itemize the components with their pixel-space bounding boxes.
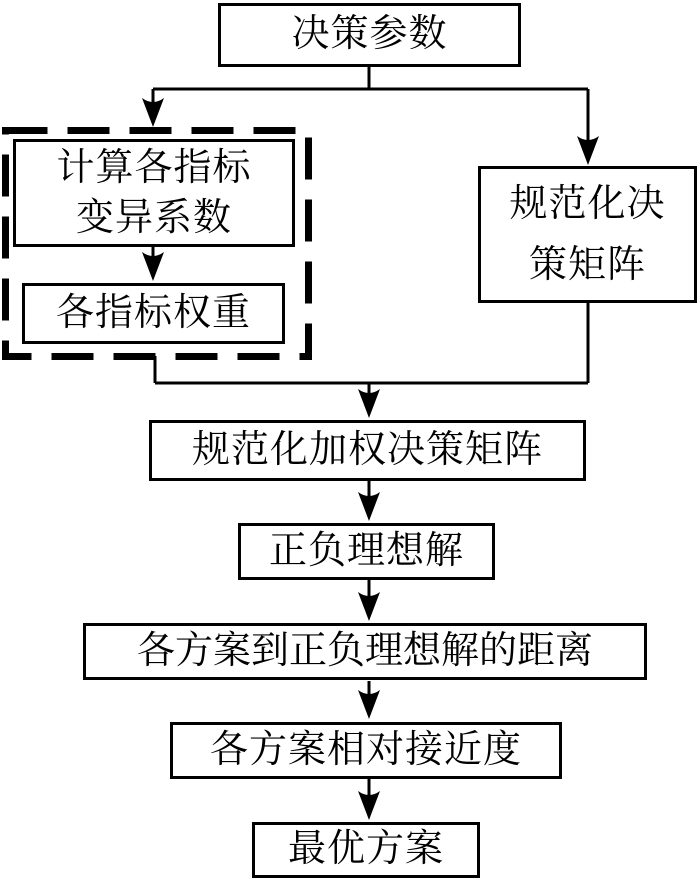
arrowhead-to-coefficient-variation [142, 98, 164, 127]
arrowhead-to-indicator-weights [142, 252, 164, 281]
arrowhead-to-optimal [358, 791, 380, 820]
node-label-line-2: 变异系数 [75, 197, 232, 239]
node-label: 各指标权重 [55, 291, 251, 334]
node-label: 各方案相对接近度 [209, 728, 522, 771]
node-label: 规范化加权决策矩阵 [191, 428, 543, 471]
node-indicator-weights [22, 283, 285, 344]
node-label-line-1: 计算各指标 [56, 147, 252, 189]
node-normalized-decision-matrix [478, 166, 697, 303]
arrowhead-to-weighted-matrix [358, 389, 380, 418]
node-optimal-scheme [252, 822, 480, 878]
arrowhead-to-distances [358, 592, 380, 621]
node-distances-to-ideal-solutions [83, 623, 647, 680]
node-label: 决策参数 [291, 13, 448, 56]
arrowhead-to-normalized-matrix [577, 136, 599, 165]
arrowhead-to-closeness [358, 690, 380, 719]
node-label-line-1: 规范化决 [509, 182, 666, 225]
arrowhead-to-ideal-solutions [358, 492, 380, 521]
node-weighted-decision-matrix [149, 420, 586, 481]
node-label: 最优方案 [287, 828, 444, 871]
node-label-line-2: 策矩阵 [528, 243, 646, 286]
node-label: 各方案到正负理想解的距离 [136, 629, 593, 672]
node-ideal-solutions [238, 523, 495, 580]
node-coefficient-of-variation [13, 139, 295, 247]
node-relative-closeness [170, 722, 562, 779]
node-decision-parameters [218, 3, 521, 67]
node-label: 正负理想解 [268, 529, 464, 572]
